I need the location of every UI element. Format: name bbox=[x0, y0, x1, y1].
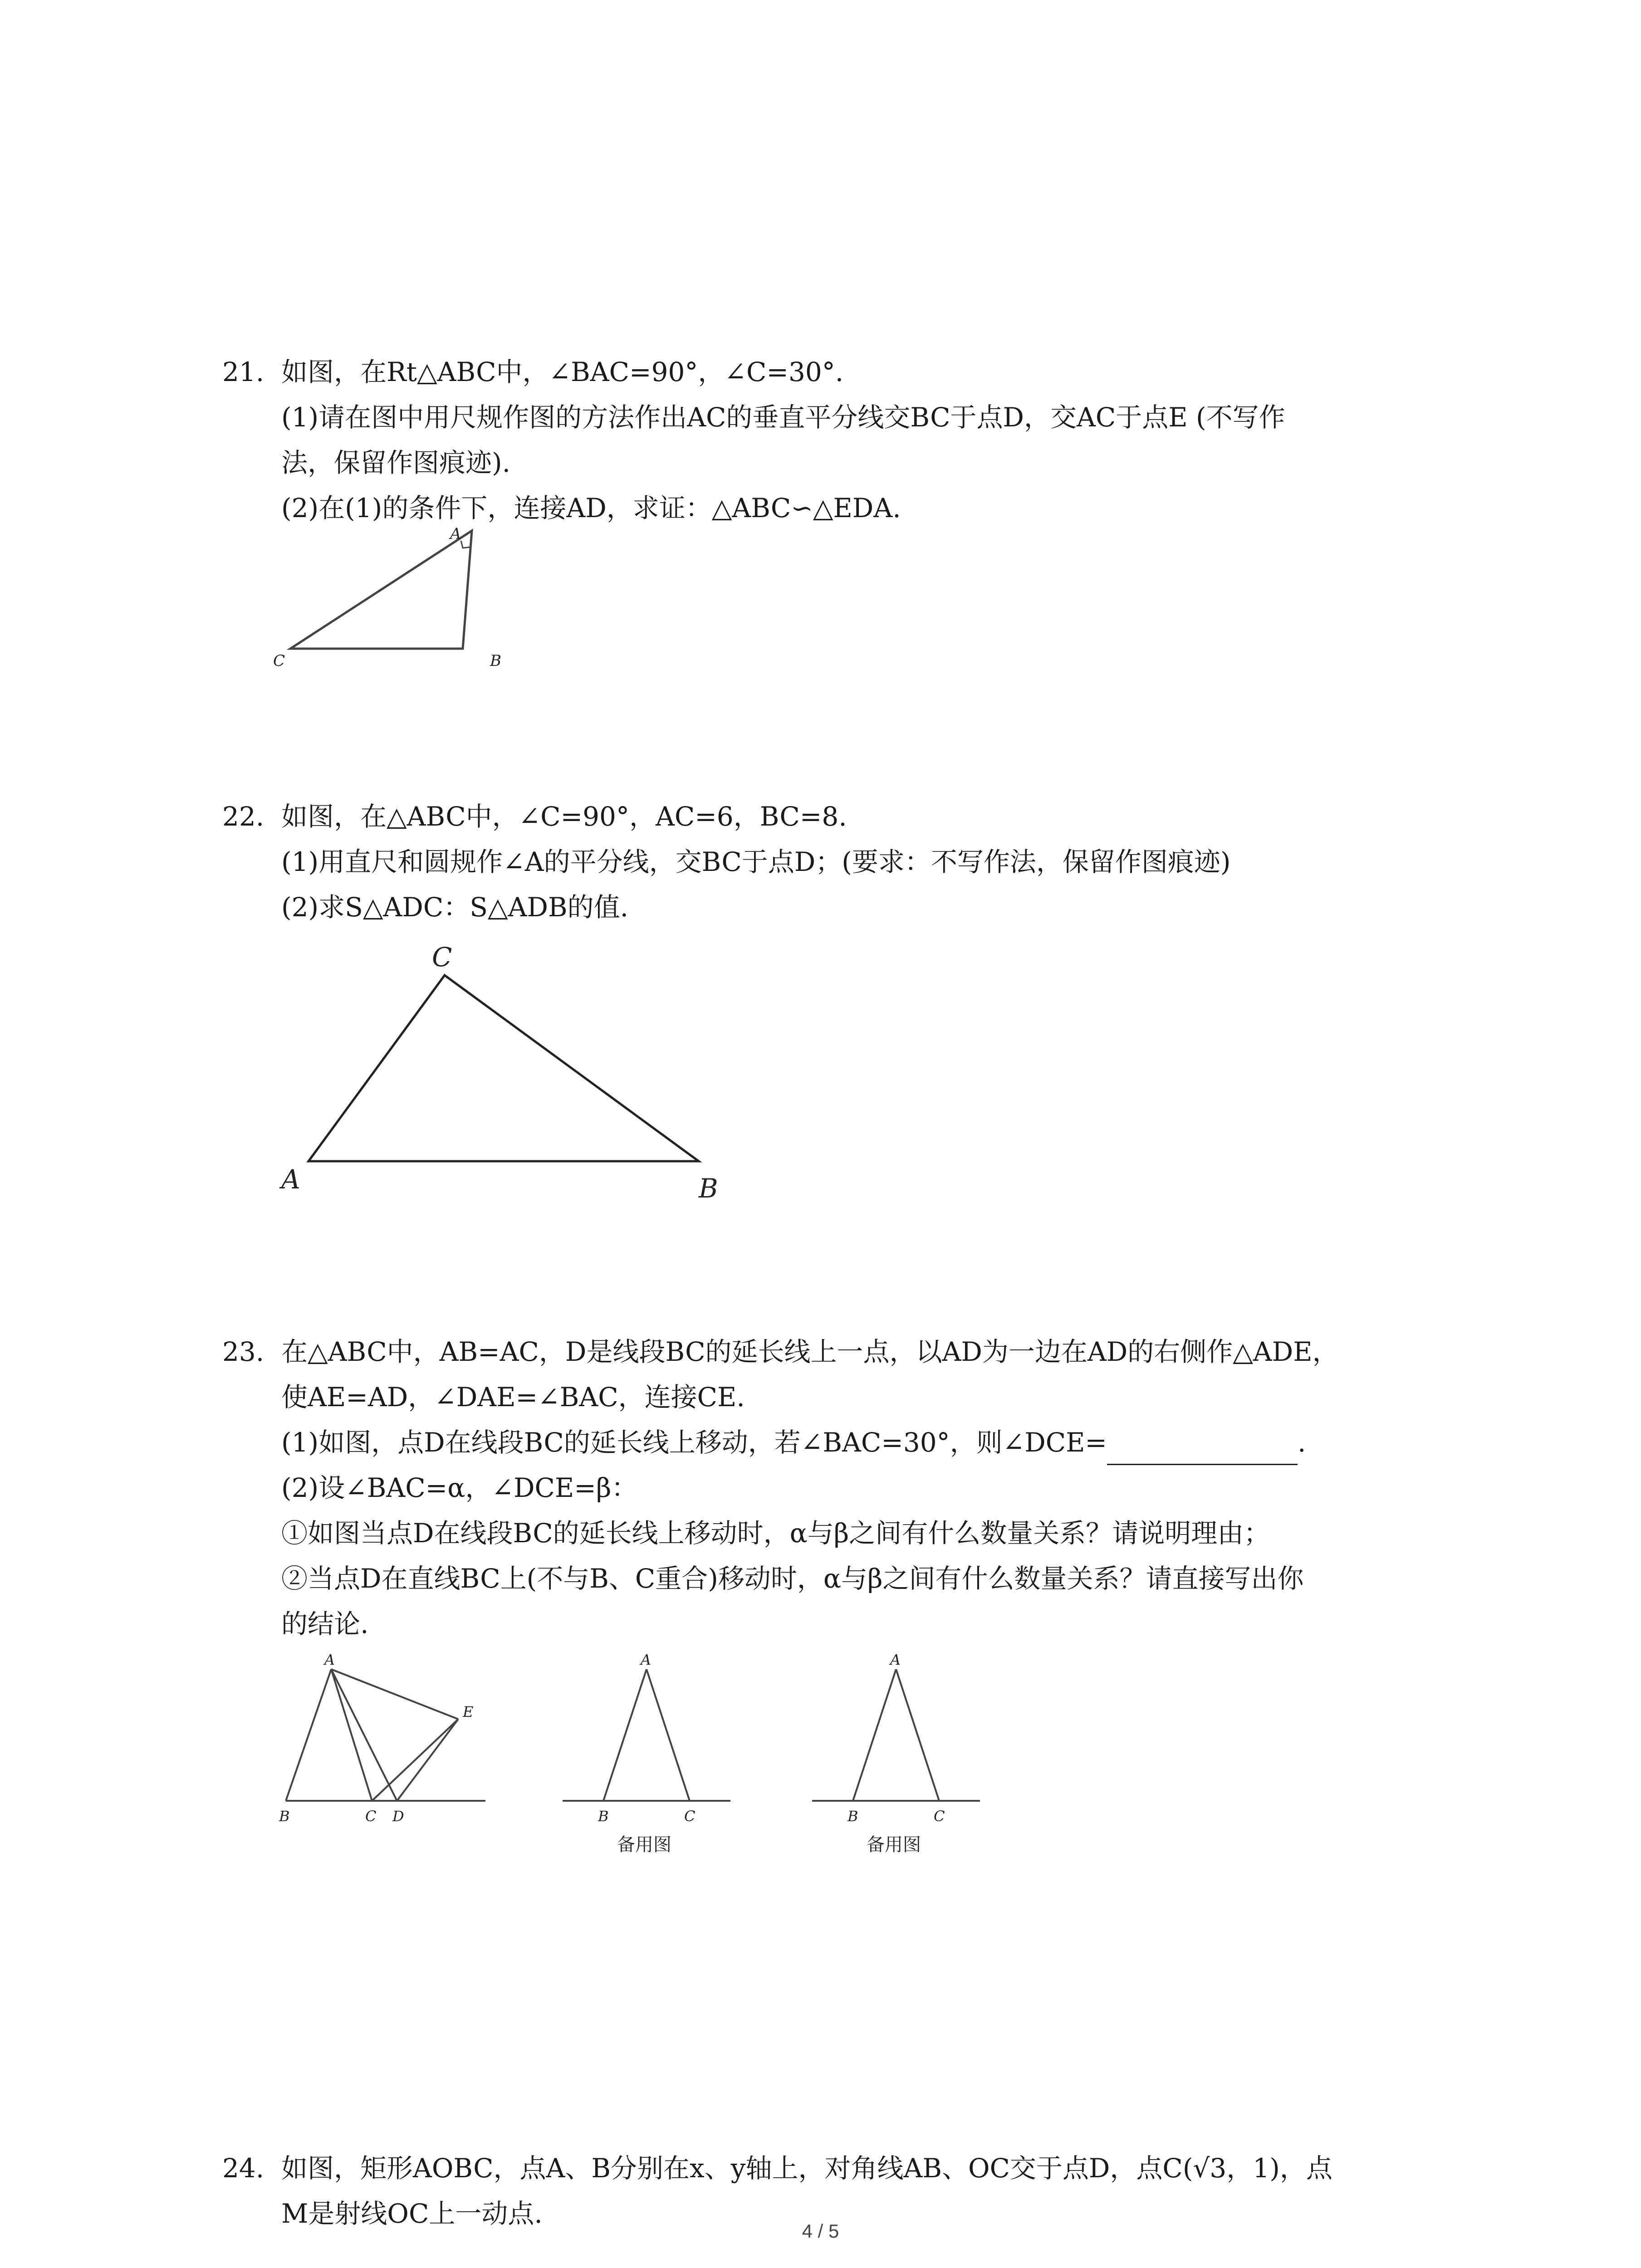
q23-part1: (1)如图，点D在线段BC的延长线上移动，若∠BAC=30°，则∠DCE= bbox=[281, 1427, 1107, 1458]
q23-fig-label-b: B bbox=[279, 1808, 290, 1825]
q22-stem: 如图，在△ABC中，∠C=90°，AC=6，BC=8. bbox=[281, 801, 847, 832]
q22-part2: (2)求S△ADC：S△ADB的值. bbox=[281, 892, 629, 923]
spare2-label-b: B bbox=[847, 1808, 858, 1825]
q24-stem-line bbox=[222, 2146, 1447, 2191]
q24-stem: 如图，矩形AOBC，点A、B分别在x、y轴上，对角线AB、OC交于点D，点C(√3，1)，点 bbox=[281, 2153, 1332, 2184]
q21-part2: (2)在(1)的条件下，连接AD，求证：△ABC∽△EDA. bbox=[281, 493, 901, 523]
q23-fig-label-c: C bbox=[365, 1808, 377, 1825]
q22-number: 22. bbox=[222, 801, 265, 832]
q23-spare-figure-2 bbox=[808, 1642, 989, 1862]
q23-spare-figure-1 bbox=[558, 1642, 740, 1862]
q24-stem-cont: M是射线OC上一动点. bbox=[281, 2198, 543, 2229]
question-23 bbox=[222, 1329, 1447, 1647]
q23-part1-end: . bbox=[1298, 1427, 1306, 1458]
q21-label-b: B bbox=[490, 652, 501, 670]
q23-part2-ii: ②当点D在直线BC上(不与B、C重合)移动时，α与β之间有什么数量关系？请直接写出你 bbox=[281, 1563, 1304, 1594]
spare1-label-a: A bbox=[641, 1651, 652, 1668]
q21-label-a: A bbox=[450, 525, 461, 543]
q23-part2: (2)设∠BAC=α，∠DCE=β： bbox=[281, 1472, 638, 1503]
q23-fig-label-a: A bbox=[324, 1651, 335, 1668]
q23-part2-ii-cont: 的结论. bbox=[281, 1608, 369, 1639]
q23-stem: 在△ABC中，AB=AC，D是线段BC的延长线上一点，以AD为一边在AD的右侧作△ADE， bbox=[281, 1336, 1339, 1367]
q21-label-c: C bbox=[273, 652, 285, 670]
q22-figure bbox=[263, 943, 762, 1217]
q21-part1-cont: 法，保留作图痕迹). bbox=[281, 447, 511, 478]
spare1-label-b: B bbox=[598, 1808, 609, 1825]
spare2-caption: 备用图 bbox=[867, 1834, 921, 1855]
spare1-caption: 备用图 bbox=[617, 1834, 671, 1855]
q21-part1: (1)请在图中用尺规作图的方法作出AC的垂直平分线交BC于点D，交AC于点E (不写作 bbox=[281, 402, 1285, 433]
page-number: 4 / 5 bbox=[802, 2220, 839, 2242]
spare2-label-c: C bbox=[934, 1808, 945, 1825]
q23-answer-blank bbox=[1107, 1436, 1298, 1465]
question-21 bbox=[222, 349, 1447, 531]
q23-stem-cont: 使AE=AD，∠DAE=∠BAC，连接CE. bbox=[281, 1382, 745, 1413]
q22-part1: (1)用直尺和圆规作∠A的平分线，交BC于点D；(要求：不写作法，保留作图痕迹) bbox=[281, 846, 1231, 877]
q23-number: 23. bbox=[222, 1336, 265, 1367]
q21-number: 21. bbox=[222, 357, 265, 387]
q23-stem-line bbox=[222, 1329, 1447, 1374]
q22-label-b: B bbox=[699, 1173, 718, 1204]
question-22 bbox=[222, 794, 1447, 930]
q22-label-c: C bbox=[432, 943, 452, 973]
spare2-label-a: A bbox=[890, 1651, 901, 1668]
q22-label-a: A bbox=[281, 1164, 300, 1195]
q23-fig-label-e: E bbox=[463, 1703, 474, 1721]
q22-stem-line bbox=[222, 794, 1447, 839]
q23-main-figure bbox=[272, 1642, 490, 1834]
q21-figure bbox=[263, 522, 563, 682]
q21-stem: 如图，在Rt△ABC中，∠BAC=90°，∠C=30°. bbox=[281, 357, 844, 387]
spare1-label-c: C bbox=[684, 1808, 696, 1825]
q21-stem-line bbox=[222, 349, 1447, 395]
q23-fig-label-d: D bbox=[392, 1808, 404, 1825]
q24-number: 24. bbox=[222, 2153, 265, 2184]
q23-part2-i: ①如图当点D在线段BC的延长线上移动时，α与β之间有什么数量关系？请说明理由； bbox=[281, 1518, 1270, 1549]
q23-part1-line bbox=[222, 1420, 1447, 1465]
